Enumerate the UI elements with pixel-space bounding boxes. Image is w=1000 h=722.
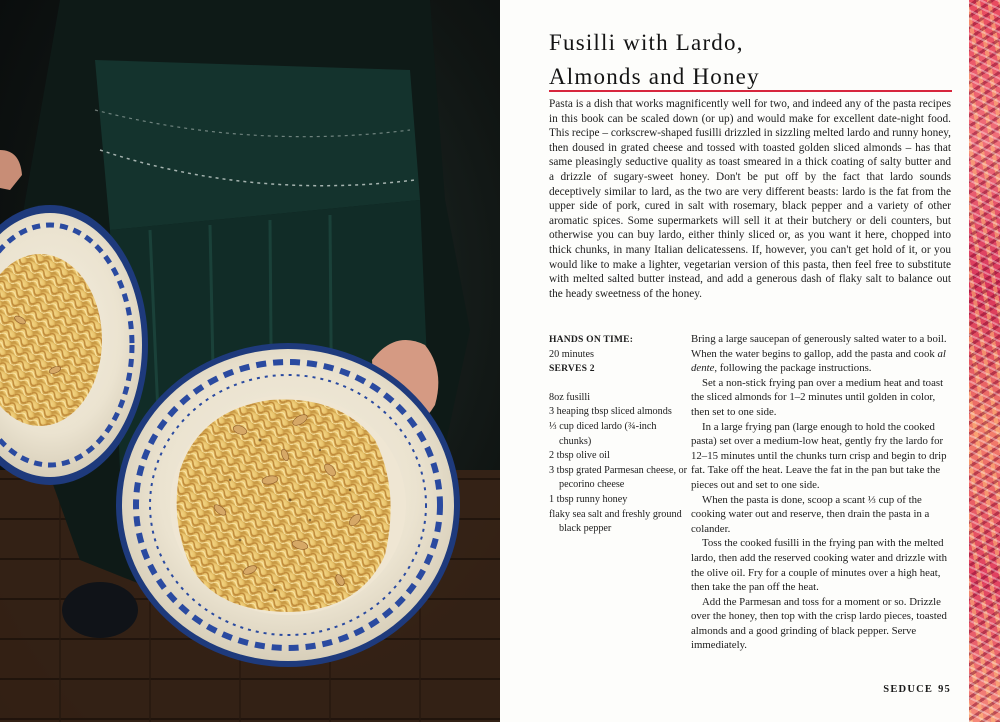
method-step-1-tail: , following the package instructions. bbox=[714, 362, 872, 375]
ingredient-list bbox=[549, 391, 689, 537]
method-step: Toss the cooked fusilli in the frying pan with the melted lardo, then add the reserved cooking water and drizzle with the olive oil. Fry for a couple of minutes over a high heat, then take the pan off the heat. bbox=[691, 537, 948, 594]
recipe-meta bbox=[549, 333, 689, 537]
marbled-page-edge bbox=[969, 0, 1000, 722]
ingredient-item: ⅓ cup diced lardo (¾-inch chunks) bbox=[549, 420, 657, 447]
method-step-1-text: Bring a large saucepan of generously salted water to a boil. When the water begins to gallop, add the pasta and cook bbox=[691, 333, 947, 360]
method-step: When the pasta is done, scoop a scant ⅓ cup of the cooking water out and reserve, then drain the pasta in a colander. bbox=[691, 493, 930, 535]
title-rule bbox=[549, 90, 952, 92]
ingredient-item: 3 tbsp grated Parmesan cheese, or pecorino cheese bbox=[549, 464, 688, 491]
recipe-title bbox=[549, 26, 949, 94]
ingredient-item: 2 tbsp olive oil bbox=[549, 450, 610, 462]
ingredient-item: 3 heaping tbsp sliced almonds bbox=[549, 406, 672, 418]
method-step bbox=[691, 332, 952, 376]
recipe-intro: Pasta is a dish that works magnificently well for two, and indeed any of the pasta recipes in this book can be scaled down (or up) and would make for excellent date-night food. This recipe – corkscrew-shaped fusilli drizzled in sizzling melted lardo and runny honey, then doused in grated cheese and tossed with toasted golden sliced almonds – has that same pleasingly seductive quality as toast smeared in a thick coating of salty butter and a drizzle of sugary-sweet honey. Don't be put off by the fact that lardo sounds deceptively similar to lard, as the two are very different beasts: lardo is the fat from the upper side of pork, cured in salt with rosemary, black pepper and a variety of other aromatic spices. Some supermarkets will sell it at their butchery or deli counters, but otherwise you can buy lardo, either thinly sliced or, as you want it here, chopped into thick chunks, in many Italian delicatessens. If, however, you can't get hold of it, or you would like to make a lighter, vegetarian version of this pasta, then feel free to substitute with melted salted butter instead, and add a generous dash of flaky salt to balance out the heady sweetness of the honey. bbox=[549, 98, 951, 300]
footer-section: SEDUCE bbox=[883, 684, 934, 695]
recipe-method bbox=[691, 332, 952, 653]
method-step: In a large frying pan (large enough to hold the cooked pasta) set over a medium-low heat, gently fry the lardo for 12–15 minutes until the chunks turn crisp and begin to drip fat. Take off the heat. Leave the fat in the pan but take the pieces out and set to one side. bbox=[691, 420, 947, 491]
hands-on-time-value: 20 minutes bbox=[549, 348, 594, 360]
method-step-1-italic: al dente bbox=[691, 347, 946, 375]
recipe-title-line2: Almonds and Honey bbox=[549, 64, 760, 89]
method-step: Add the Parmesan and toss for a moment or so. Drizzle over the honey, then top with the crisp lardo pieces, toasted almonds and a good grinding of black pepper. Serve immediately. bbox=[691, 595, 947, 652]
serves-label: SERVES 2 bbox=[549, 363, 595, 375]
hands-on-time-label: HANDS ON TIME: bbox=[549, 334, 634, 345]
ingredient-item: 8oz fusilli bbox=[549, 391, 591, 403]
ingredient-item: flaky sea salt and freshly ground black pepper bbox=[549, 508, 682, 535]
recipe-title-line1: Fusilli with Lardo, bbox=[549, 30, 744, 55]
page-number: 95 bbox=[938, 684, 951, 695]
page-footer bbox=[883, 684, 951, 695]
method-step: Set a non-stick frying pan over a medium heat and toast the sliced almonds for 1–2 minutes until golden in color, then set to one side. bbox=[691, 376, 944, 418]
ingredient-item: 1 tbsp runny honey bbox=[549, 493, 628, 505]
